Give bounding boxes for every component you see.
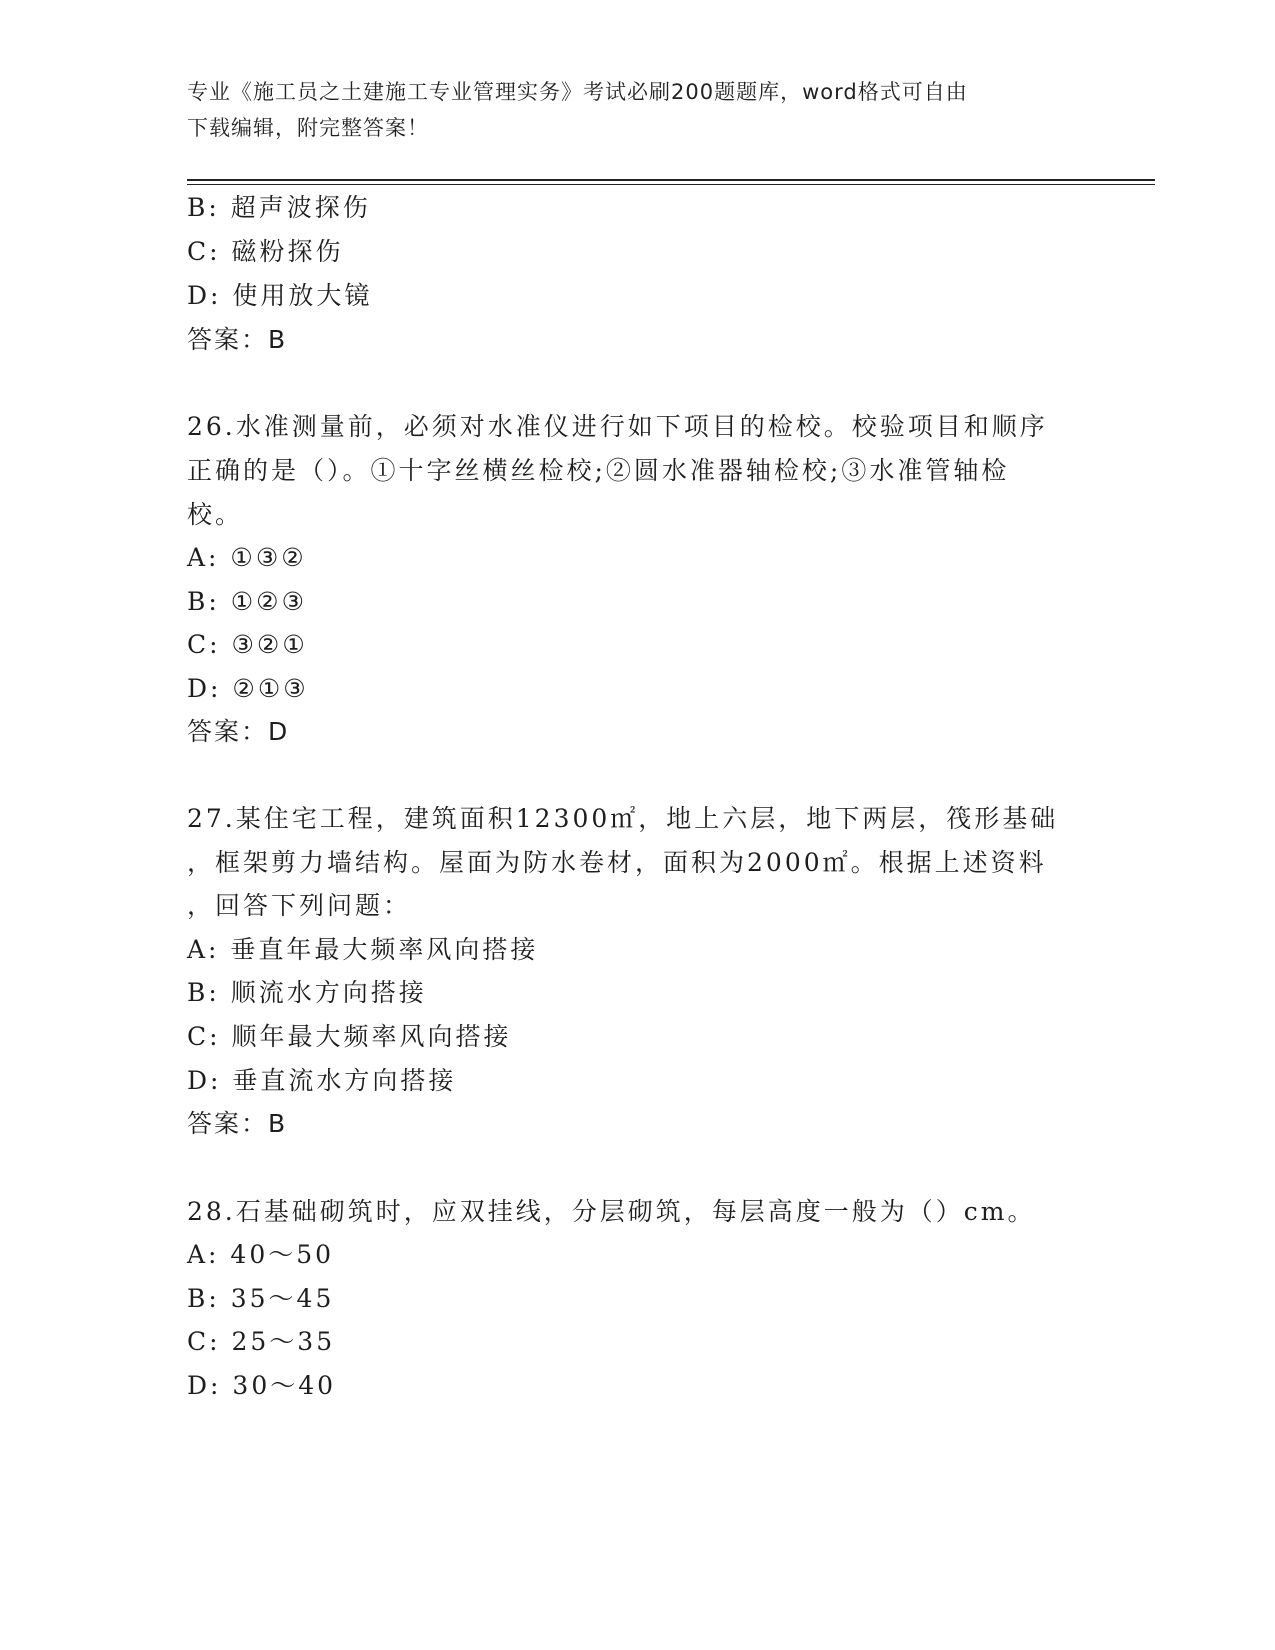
- header-title-line-2: 下载编辑，附完整答案！: [187, 116, 429, 140]
- q25-option-c: C: 磁粉探伤: [187, 237, 344, 266]
- header-rule-thick: [187, 179, 1155, 181]
- header-rule-thin: [187, 184, 1155, 185]
- q26-stem-line-2: 正确的是（）。①十字丝横丝检校;②圆水准器轴检校;③水准管轴检: [187, 456, 1010, 485]
- q27-stem-line-1: 27.某住宅工程，建筑面积12300㎡，地上六层，地下两层，筏形基础: [187, 804, 1059, 833]
- document-header: [187, 74, 1067, 146]
- q27-answer: 答案：B: [187, 1109, 288, 1138]
- q25-answer: 答案：B: [187, 325, 288, 354]
- q28-option-d: D: 30～40: [187, 1371, 337, 1400]
- q25-option-d: D: 使用放大镜: [187, 281, 373, 310]
- q26-option-b: B: ①②③: [187, 587, 307, 616]
- q27-stem-line-3: ，回答下列问题：: [187, 891, 412, 920]
- q26-stem-line-1: 26.水准测量前，必须对水准仪进行如下项目的检校。校验项目和顺序: [187, 412, 1048, 441]
- q27-stem-line-2: ，框架剪力墙结构。屋面为防水卷材，面积为2000㎡。根据上述资料: [187, 848, 1047, 877]
- q27-option-d: D: 垂直流水方向搭接: [187, 1066, 457, 1095]
- q27-option-c: C: 顺年最大频率风向搭接: [187, 1022, 512, 1051]
- header-title-line-1: 专业《施工员之土建施工专业管理实务》考试必刷200题题库，word格式可自由: [187, 80, 968, 104]
- q26-stem-line-3: 校。: [187, 500, 244, 529]
- q28-option-a: A: 40～50: [187, 1240, 335, 1269]
- q27-option-a: A: 垂直年最大频率风向搭接: [187, 935, 539, 964]
- q26-option-c: C: ③②①: [187, 630, 308, 659]
- q26-answer: 答案：D: [187, 717, 290, 746]
- q26-option-a: A: ①③②: [187, 543, 307, 572]
- q25-option-b: B: 超声波探伤: [187, 193, 371, 222]
- q28-option-b: B: 35～45: [187, 1284, 335, 1313]
- q27-option-b: B: 顺流水方向搭接: [187, 978, 427, 1007]
- q28-stem-line-1: 28.石基础砌筑时，应双挂线，分层砌筑，每层高度一般为（）cm。: [187, 1197, 1036, 1226]
- q26-option-d: D: ②①③: [187, 674, 309, 703]
- q28-option-c: C: 25～35: [187, 1327, 336, 1356]
